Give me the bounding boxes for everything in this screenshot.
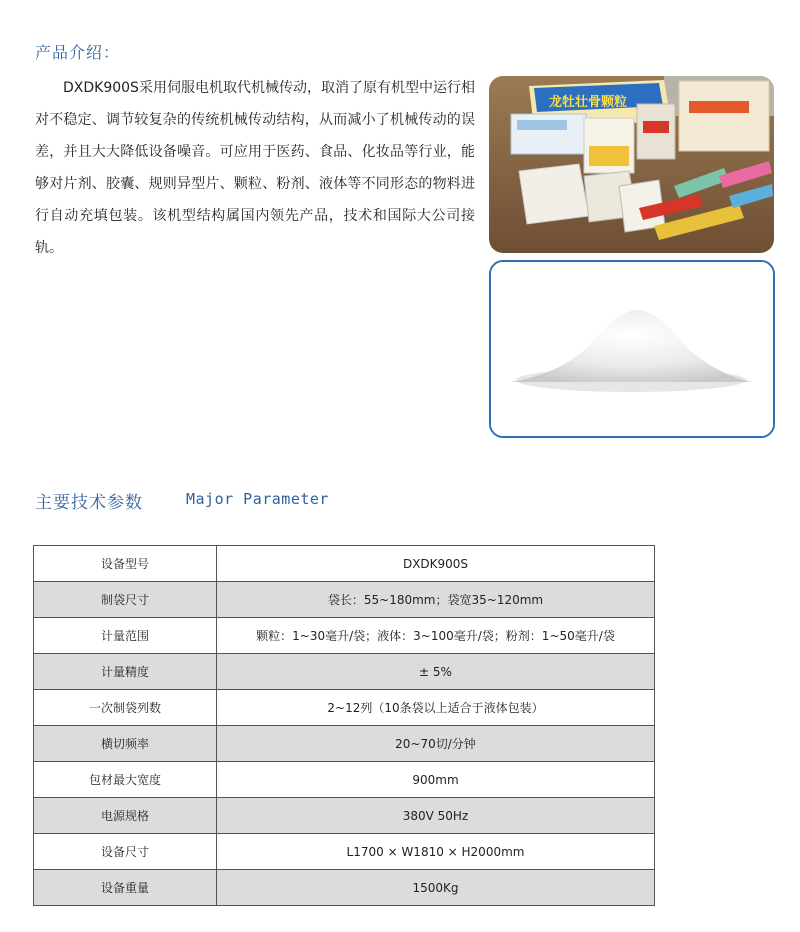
param-value: 颗粒：1~30毫升/袋；液体：3~100毫升/袋；粉剂：1~50毫升/袋 [217, 618, 655, 654]
section-title-english: Major Parameter [186, 490, 329, 508]
param-key: 横切频率 [34, 726, 217, 762]
product-box-label: 龙牡壮骨颗粒 [549, 95, 628, 110]
param-value: 1500Kg [217, 870, 655, 906]
intro-paragraph: DXDK900S采用伺服电机取代机械传动，取消了原有机型中运行相对不稳定、调节较复杂的传统机械传动结构，从而减小了机械传动的误差，并且大大降低设备噪音。可应用于医药、食品、化妆品等行业，能够对片剂、胶囊、规则异型片、颗粒、粉剂、液体等不同形态的物料进行自动充填包装。该机型结构属国内领先产品，技术和国际大公司接轨。 [35, 80, 475, 256]
param-value: 380V 50Hz [217, 798, 655, 834]
product-samples-photo [489, 76, 774, 253]
section-title: 主要技术参数 [35, 493, 143, 513]
param-value: L1700 × W1810 × H2000mm [217, 834, 655, 870]
param-key: 设备型号 [34, 546, 217, 582]
param-value: 900mm [217, 762, 655, 798]
table-row [34, 654, 655, 690]
table-row [34, 618, 655, 654]
param-value: 20~70切/分钟 [217, 726, 655, 762]
table-row [34, 726, 655, 762]
table-row [34, 546, 655, 582]
param-key: 包材最大宽度 [34, 762, 217, 798]
param-key: 计量精度 [34, 654, 217, 690]
param-value: 2~12列（10条袋以上适合于液体包装） [217, 690, 655, 726]
param-key: 计量范围 [34, 618, 217, 654]
intro-title: 产品介绍： [35, 43, 121, 62]
table-row [34, 834, 655, 870]
table-row [34, 690, 655, 726]
parameter-table [33, 545, 655, 906]
table-row [34, 798, 655, 834]
table-row [34, 870, 655, 906]
param-value: ± 5% [217, 654, 655, 690]
table-row [34, 762, 655, 798]
param-key: 电源规格 [34, 798, 217, 834]
param-key: 一次制袋列数 [34, 690, 217, 726]
powder-photo [489, 260, 775, 438]
param-key: 设备重量 [34, 870, 217, 906]
param-key: 制袋尺寸 [34, 582, 217, 618]
param-key: 设备尺寸 [34, 834, 217, 870]
table-row [34, 582, 655, 618]
param-value: 袋长：55~180mm；袋宽35~120mm [217, 582, 655, 618]
param-value: DXDK900S [217, 546, 655, 582]
